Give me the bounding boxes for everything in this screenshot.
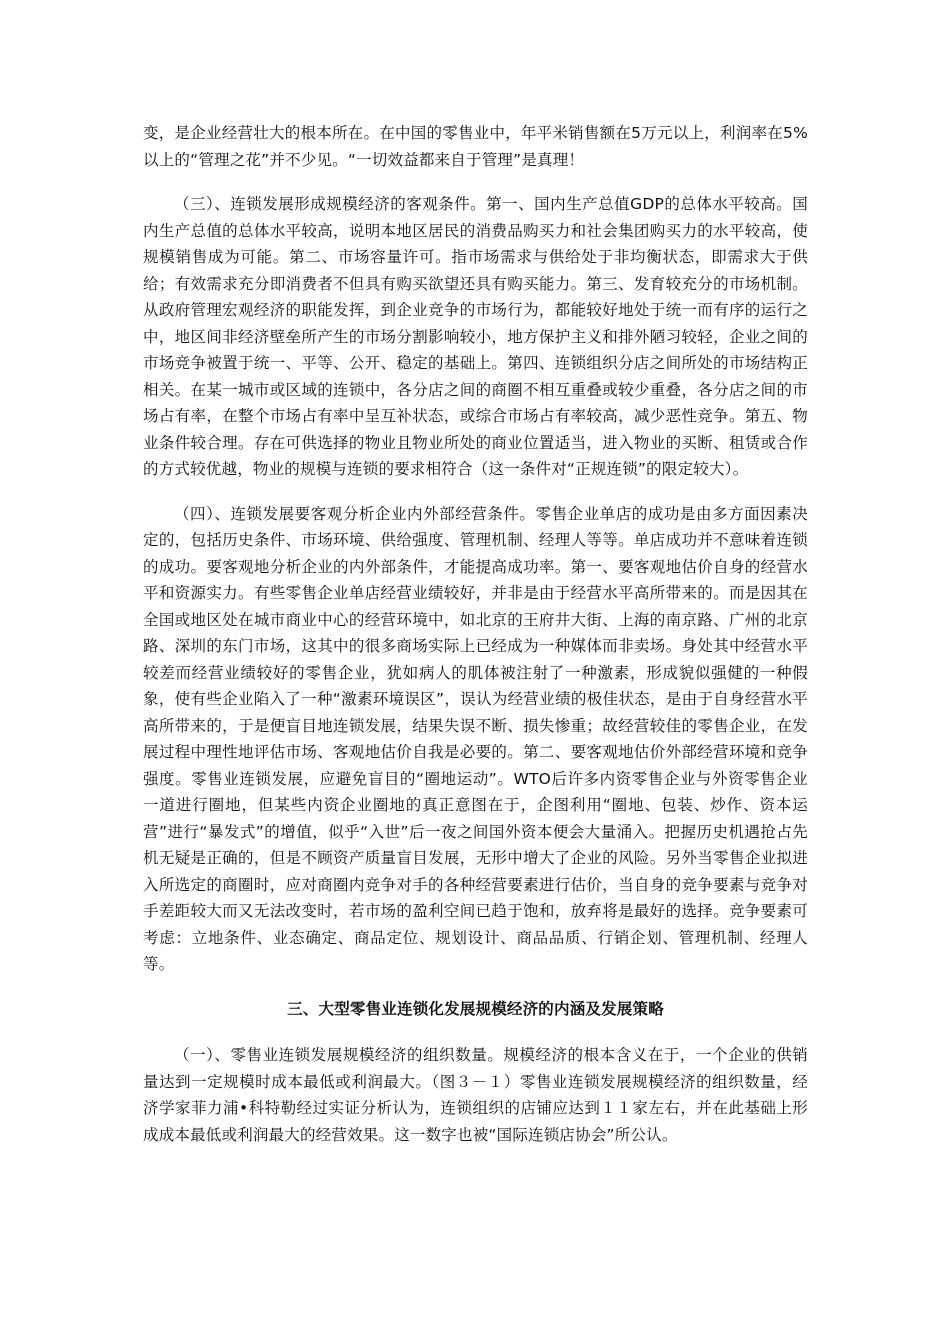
paragraph-continuation: 变，是企业经营壮大的根本所在。在中国的零售业中，年平米销售额在5万元以上，利润率在5%以上的“管理之花”并不少见。“一切效益都来自于管理”是真理！ [143, 124, 808, 169]
paragraph-subsection-1: （一）、零售业连锁发展规模经济的组织数量。规模经济的根本含义在于，一个企业的供销量达到一定规模时成本最低或利润最大。（图３－１）零售业连锁发展规模经济的组织数量，经济学家菲力浦•科特勒经过实证分析认为，连锁组织的店铺应达到１１家左右，并在此基础上形成成本最低或利润最大的经营效果。这一数字也被“国际连锁店协会”所公认。 [143, 1046, 808, 1144]
paragraph-section-4: （四）、连锁发展要客观分析企业内外部经营条件。零售企业单店的成功是由多方面因素决定的，包括历史条件、市场环境、供给强度、管理机制、经理人等等。单店成功并不意味着连锁的成功。要客观地分析企业的内外部条件，才能提高成功率。第一、要客观地估价自身的经营水平和资源实力。有些零售企业单店经营业绩较好，并非是由于经营水平高所带来的。而是因其在全国或地区处在城市商业中心的经营环境中，如北京的王府井大街、上海的南京路、广州的北京路、深圳的东门市场，这其中的很多商场实际上已经成为一种媒体而非卖场。身处其中经营水平较差而经营业绩较好的零售企业，犹如病人的肌体被注射了一种激素，形成貌似强健的一种假象，使有些企业陷入了一种“激素环境误区”，误认为经营业绩的极佳状态，是由于自身经营水平高所带来的，于是便盲目地连锁发展，结果失误不断、损失惨重；故经营较佳的零售企业，在发展过程中理性地评估市场、客观地估价自我是必要的。第二、要客观地估价外部经营环境和竞争强度。零售业连锁发展，应避免盲目的“圈地运动”。WTO后许多内资零售企业与外资零售企业一道进行圈地，但某些内资企业圈地的真正意图在于，企图利用“圈地、包装、炒作、资本运营”进行“暴发式”的增值，似乎“入世”后一夜之间国外资本便会大量涌入。把握历史机遇抢占先机无疑是正确的，但是不顾资产质量盲目发展，无形中增大了企业的风险。另外当零售企业拟进入所选定的商圈时，应对商圈内竞争对手的各种经营要素进行估价，当自身的竞争要素与竞争对手差距较大而又无法改变时，若市场的盈利空间已趋于饱和，放弃将是最好的选择。竞争要素可考虑：立地条件、业态确定、商品定位、规划设计、商品品质、行销企划、管理机制、经理人等。 [143, 504, 808, 973]
document-body [143, 120, 808, 1166]
paragraph-section-3: （三）、连锁发展形成规模经济的客观条件。第一、国内生产总值GDP的总体水平较高。国内生产总值的总体水平较高，说明本地区居民的消费品购买力和社会集团购买力的水平较高，使规模销售成为可能。第二、市场容量许可。指市场需求与供给处于非均衡状态，即需求大于供给；有效需求充分即消费者不但具有购买欲望还具有购买能力。第三、发育较充分的市场机制。从政府管理宏观经济的职能发挥，到企业竞争的市场行为，都能较好地处于统一而有序的运行之中，地区间非经济壁垒所产生的市场分割影响较小，地方保护主义和排外陋习较轻，企业之间的市场竞争被置于统一、平等、公开、稳定的基础上。第四、连锁组织分店之间所处的市场结构正相关。在某一城市或区域的连锁中，各分店之间的商圈不相互重叠或较少重叠，各分店之间的市场占有率，在整个市场占有率中呈互补状态，或综合市场占有率较高，减少恶性竞争。第五、物业条件较合理。存在可供选择的物业且物业所处的商业位置适当，进入物业的买断、租赁或合作的方式较优越，物业的规模与连锁的要求相符合（这一条件对“正规连锁”的限定较大）。 [143, 195, 808, 478]
section-heading: 三、大型零售业连锁化发展规模经济的内涵及发展策略 [287, 999, 664, 1018]
